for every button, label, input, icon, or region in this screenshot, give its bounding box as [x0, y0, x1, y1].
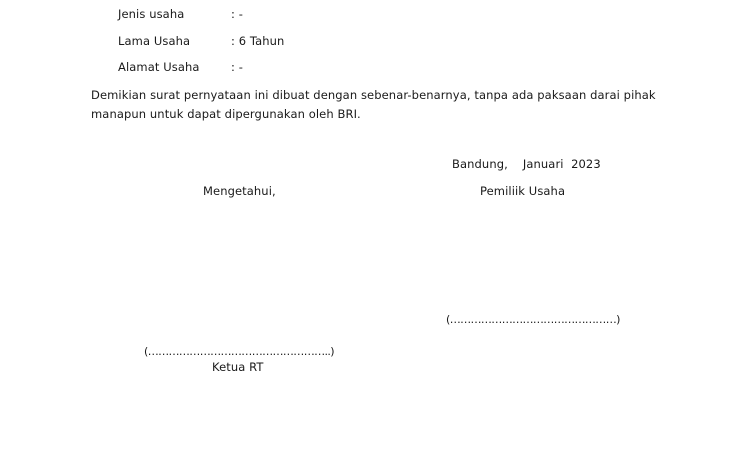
business-owner-heading: Pemiliik Usaha	[480, 184, 566, 198]
rt-title: Ketua RT	[212, 360, 264, 374]
rt-signature-blank: (……………………………………………..)	[144, 345, 334, 358]
statement-line: Demikian surat pernyataan ini dibuat dengan sebenar-benarnya, tanpa ada paksaan darai pihak	[91, 88, 656, 102]
statement-paragraph	[91, 86, 656, 124]
field-value: : 6 Tahun	[231, 34, 285, 48]
field-label: Jenis usaha	[118, 7, 185, 21]
field-label: Alamat Usaha	[118, 60, 200, 74]
owner-signature-blank: (…………………………………………)	[446, 313, 620, 326]
field-value: : -	[231, 7, 243, 21]
place-date: Bandung, Januari 2023	[452, 157, 601, 171]
field-value: : -	[231, 60, 243, 74]
field-label: Lama Usaha	[118, 34, 191, 48]
acknowledged-heading: Mengetahui,	[203, 184, 276, 198]
statement-line: manapun untuk dapat dipergunakan oleh BRI.	[91, 107, 361, 121]
